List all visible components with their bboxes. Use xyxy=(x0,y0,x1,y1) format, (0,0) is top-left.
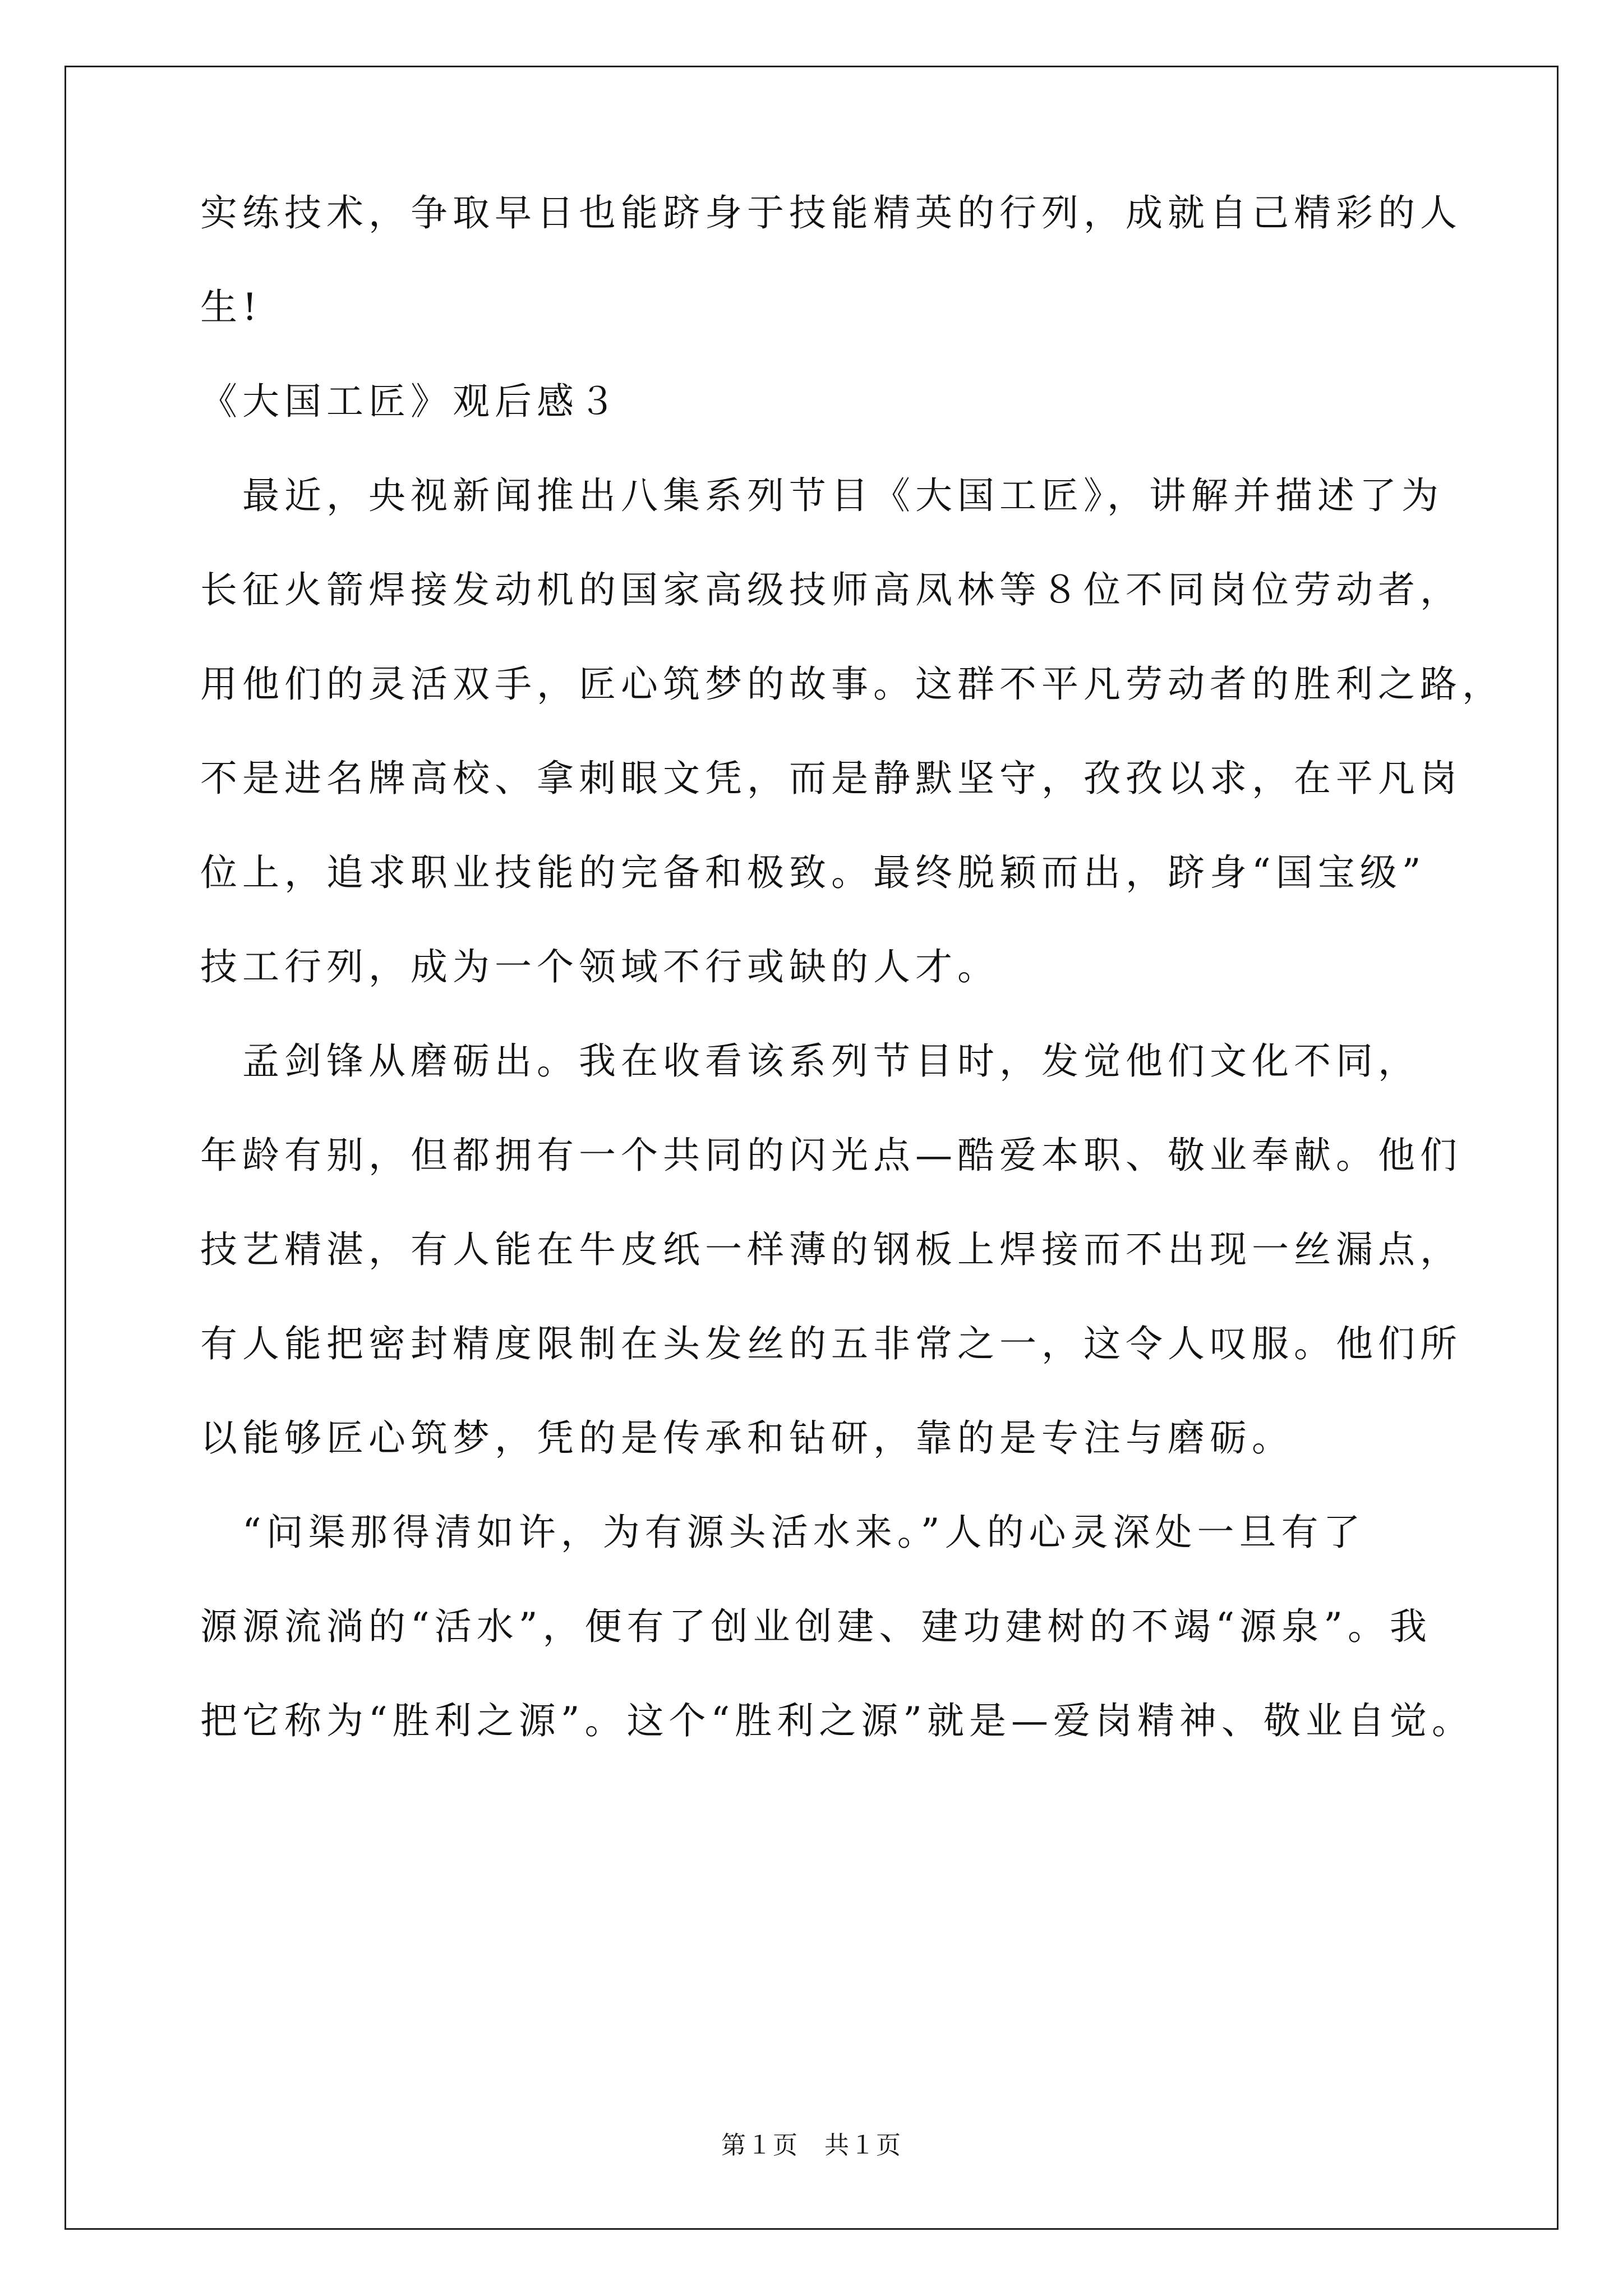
text-line: 不是进名牌高校、拿刺眼文凭，而是静默坚守，孜孜以求，在平凡岗 xyxy=(200,757,1462,800)
text-line: 生! xyxy=(200,286,262,329)
text-line: 技工行列，成为一个领域不行或缺的人才。 xyxy=(200,945,999,988)
text-line: 把它称为“胜利之源”。这个“胜利之源”就是—爱岗精神、敬业自觉。 xyxy=(200,1699,1474,1742)
text-line: 以能够匠心筑梦，凭的是传承和钻研，靠的是专注与磨砺。 xyxy=(200,1416,1294,1460)
page-footer: 第１页 共１页 xyxy=(721,2131,902,2160)
text-line: 位上，追求职业技能的完备和极致。最终脱颖而出，跻身“国宝级” xyxy=(200,851,1426,894)
text-line: 年龄有别，但都拥有一个共同的闪光点—酷爱本职、敬业奉献。他们 xyxy=(200,1134,1462,1177)
text-line: 技艺精湛，有人能在牛皮纸一样薄的钢板上焊接而不出现一丝漏点， xyxy=(200,1228,1462,1271)
text-line: 最近，央视新闻推出八集系列节目《大国工匠》，讲解并描述了为 xyxy=(200,474,1444,517)
text-line: 实练技术，争取早日也能跻身于技能精英的行列，成就自己精彩的人 xyxy=(200,191,1462,234)
section-heading: 《大国工匠》观后感３ xyxy=(200,380,621,423)
text-line: “问渠那得清如许，为有源头活水来。”人的心灵深处一旦有了 xyxy=(200,1511,1366,1554)
text-line: 源源流淌的“活水”，便有了创业创建、建功建树的不竭“源泉”。我 xyxy=(200,1605,1432,1648)
text-line: 有人能把密封精度限制在头发丝的五非常之一，这令人叹服。他们所 xyxy=(200,1322,1462,1365)
text-line: 长征火箭焊接发动机的国家高级技师高凤林等８位不同岗位劳动者， xyxy=(200,568,1462,611)
text-line: 用他们的灵活双手，匠心筑梦的故事。这群不平凡劳动者的胜利之路， xyxy=(200,662,1504,706)
text-line: 孟剑锋从磨砺出。我在收看该系列节目时，发觉他们文化不同， xyxy=(200,1039,1420,1083)
